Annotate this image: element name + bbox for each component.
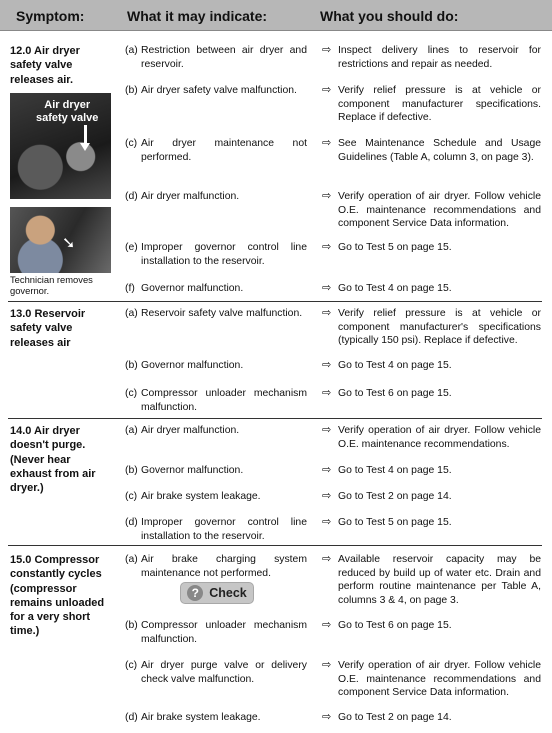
section-divider	[8, 301, 542, 302]
indication-text: Air dryer purge valve or delivery check valve malfunction.	[141, 660, 307, 685]
arrow-icon: ⇨	[322, 137, 332, 149]
action-text: Available reservoir capacity may be reduced by build up of water etc. Drain and perform routine maintenance per Table A, columns 3 & 4, on page 3.	[338, 554, 541, 607]
indication-text: Air brake system leakage.	[141, 712, 261, 723]
indication-text: Improper governor control line installation to the reservoir.	[141, 242, 307, 267]
symptom-line: (compressor	[10, 582, 77, 595]
row-letter: (b)	[125, 465, 138, 476]
indication-text: Governor malfunction.	[141, 360, 244, 371]
row-letter: (a)	[125, 45, 138, 56]
arrow-icon: ⇨	[322, 659, 332, 671]
pointer-arrow-icon: ➘	[62, 235, 76, 252]
header-symptom: Symptom:	[16, 8, 85, 24]
arrow-icon: ⇨	[322, 464, 332, 476]
photo-caption: Technician removes governor.	[10, 274, 93, 296]
question-icon: ?	[187, 585, 203, 601]
section-divider	[8, 545, 542, 546]
action-text: Go to Test 5 on page 15.	[338, 242, 452, 253]
symptom-label	[10, 307, 85, 350]
action-text: Go to Test 4 on page 15.	[338, 360, 452, 371]
indication-text: Air dryer malfunction.	[141, 191, 240, 202]
row-letter: (a)	[125, 554, 138, 565]
row-letter: (b)	[125, 85, 138, 96]
symptom-line: 13.0 Reservoir	[10, 308, 86, 320]
symptom-line: for a very short	[10, 611, 91, 624]
row-letter: (d)	[125, 191, 138, 202]
technician-removes-governor-photo	[10, 207, 111, 273]
photo-label: Air dryer safety valve	[36, 99, 99, 124]
action-text: Verify relief pressure is at vehicle or component manufacturer specifications. Replace if defective.	[338, 85, 541, 124]
row-letter: (b)	[125, 620, 138, 631]
symptom-label	[10, 553, 104, 639]
section-divider	[8, 418, 542, 419]
action-text: Go to Test 6 on page 15.	[338, 620, 452, 631]
table-header	[0, 0, 552, 31]
arrow-icon: ⇨	[322, 190, 332, 202]
action-text: Go to Test 2 on page 14.	[338, 712, 452, 723]
symptom-line: 14.0 Air dryer	[10, 425, 80, 437]
action-text: Verify operation of air dryer. Follow vehicle O.E. maintenance recommendations.	[338, 425, 541, 450]
symptom-line: 12.0 Air dryer	[10, 45, 80, 57]
symptom-label	[10, 424, 96, 495]
indication-text: Governor malfunction.	[141, 465, 244, 476]
action-text: Verify relief pressure is at vehicle or component manufacturer's specifications (typically 150 psi). Replace if defective.	[338, 308, 541, 347]
row-letter: (f)	[125, 283, 135, 294]
arrow-icon: ⇨	[322, 424, 332, 436]
symptom-line: (Never hear	[10, 453, 71, 466]
symptom-line: releases air.	[10, 73, 74, 86]
header-action: What you should do:	[320, 8, 459, 24]
action-text: Go to Test 4 on page 15.	[338, 283, 452, 294]
row-letter: (a)	[125, 425, 138, 436]
action-text: Verify operation of air dryer. Follow vehicle O.E. maintenance recommendations and component Service Data information.	[338, 660, 541, 699]
arrow-icon: ⇨	[322, 619, 332, 631]
air-dryer-safety-valve-photo	[10, 93, 111, 199]
arrow-icon: ⇨	[322, 241, 332, 253]
symptom-line: time.)	[10, 625, 40, 638]
arrow-icon: ⇨	[322, 553, 332, 565]
pointer-arrow-icon	[84, 125, 87, 147]
indication-text: Improper governor control line installation to the reservoir.	[141, 517, 307, 542]
row-letter: (a)	[125, 308, 138, 319]
row-letter: (d)	[125, 712, 138, 723]
action-text: See Maintenance Schedule and Usage Guidelines (Table A, column 3, on page 3).	[338, 138, 541, 163]
arrow-icon: ⇨	[322, 359, 332, 371]
row-letter: (c)	[125, 388, 138, 399]
arrow-icon: ⇨	[322, 490, 332, 502]
action-text: Go to Test 6 on page 15.	[338, 388, 452, 399]
action-text: Go to Test 5 on page 15.	[338, 517, 452, 528]
indication-text: Air brake charging system maintenance not performed.	[141, 554, 307, 579]
action-text: Go to Test 2 on page 14.	[338, 491, 452, 502]
indication-text: Air dryer malfunction.	[141, 425, 240, 436]
symptom-line: releases air	[10, 336, 71, 349]
row-letter: (e)	[125, 242, 138, 253]
arrow-icon: ⇨	[322, 307, 332, 319]
arrow-icon: ⇨	[322, 44, 332, 56]
symptom-line: remains unloaded	[10, 596, 105, 609]
symptom-line: 15.0 Compressor	[10, 554, 100, 566]
symptom-line: exhaust from air	[10, 467, 96, 480]
indication-text: Air dryer safety valve malfunction.	[141, 85, 297, 96]
row-letter: (c)	[125, 138, 138, 149]
action-text: Inspect delivery lines to reservoir for restrictions and repair as needed.	[338, 45, 541, 70]
check-label: Check	[209, 585, 247, 600]
check-button[interactable]	[180, 582, 254, 604]
indication-text: Reservoir safety valve malfunction.	[141, 308, 303, 319]
action-text: Go to Test 4 on page 15.	[338, 465, 452, 476]
symptom-label	[10, 44, 80, 87]
arrow-icon: ⇨	[322, 711, 332, 723]
arrow-icon: ⇨	[322, 516, 332, 528]
indication-text: Air dryer maintenance not performed.	[141, 138, 307, 163]
symptom-line: dryer.)	[10, 482, 44, 495]
symptom-line: safety valve	[10, 322, 73, 335]
arrow-icon: ⇨	[322, 282, 332, 294]
indication-text: Air brake system leakage.	[141, 491, 261, 502]
symptom-line: doesn't purge.	[10, 439, 86, 452]
indication-text: Restriction between air dryer and reservoir.	[141, 45, 307, 70]
arrow-icon: ⇨	[322, 84, 332, 96]
row-letter: (c)	[125, 660, 138, 671]
indication-text: Governor malfunction.	[141, 283, 244, 294]
indication-text: Compressor unloader mechanism malfunction.	[141, 388, 307, 413]
symptom-line: constantly cycles	[10, 568, 102, 581]
row-letter: (b)	[125, 360, 138, 371]
arrow-icon: ⇨	[322, 387, 332, 399]
action-text: Verify operation of air dryer. Follow vehicle O.E. maintenance recommendations and component Service Data information.	[338, 191, 541, 230]
row-letter: (c)	[125, 491, 138, 502]
symptom-line: safety valve	[10, 59, 73, 72]
header-indicate: What it may indicate:	[127, 8, 268, 24]
indication-text: Compressor unloader mechanism malfunction.	[141, 620, 307, 645]
row-letter: (d)	[125, 517, 138, 528]
